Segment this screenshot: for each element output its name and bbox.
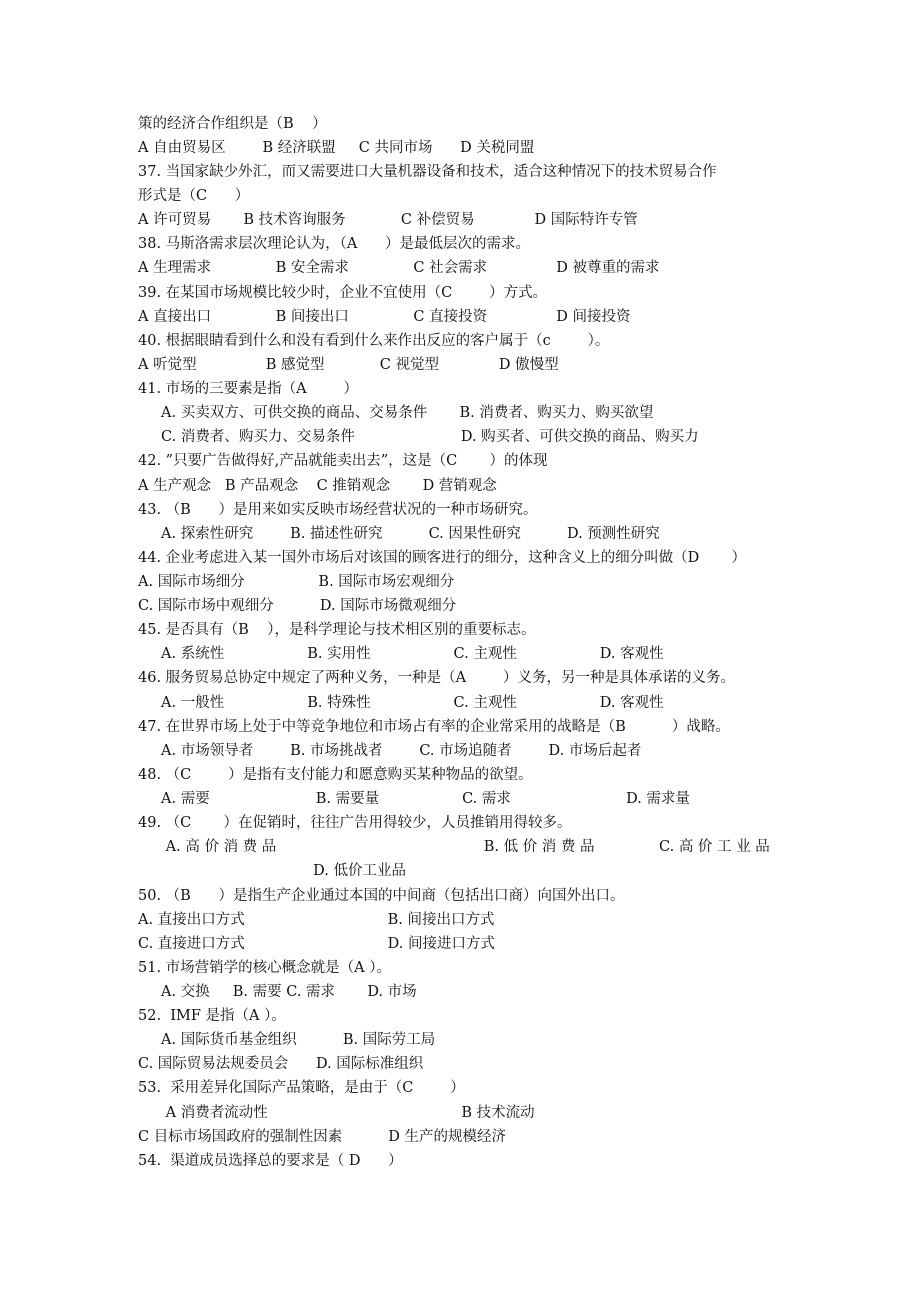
line-18: A. 探索性研究 B. 描述性研究 C. 因果性研究 D. 预测性研究	[138, 526, 660, 542]
line-43: C 目标市场国政府的强制性因素 D 生产的规模经济	[138, 1129, 507, 1145]
line-22: 45. 是否具有（B ），是科学理论与技术相区别的重要标志。	[138, 622, 536, 638]
line-39: A. 国际货币基金组织 B. 国际劳工局	[138, 1032, 436, 1048]
line-42: A 消费者流动性 B 技术流动	[138, 1105, 535, 1121]
line-9: A 直接出口 B 间接出口 C 直接投资 D 间接投资	[138, 309, 631, 325]
line-11: A 听觉型 B 感觉型 C 视觉型 D 傲慢型	[138, 357, 559, 373]
line-30: 49. （C ）在促销时，往往广告用得较少，人员推销用得较多。	[138, 815, 572, 831]
line-24: 46. 服务贸易总协定中规定了两种义务，一种是（A ）义务，另一种是具体承诺的义务。	[138, 670, 736, 686]
line-37: A. 交换 B. 需要 C. 需求 D. 市场	[138, 984, 417, 1000]
line-20: A. 国际市场细分 B. 国际市场宏观细分	[138, 574, 455, 590]
line-32: D. 低价工业品	[138, 863, 406, 879]
line-5: A 许可贸易 B 技术咨询服务 C 补偿贸易 D 国际特许专管	[138, 212, 638, 228]
line-19: 44. 企业考虑进入某一国外市场后对该国的顾客进行的细分，这种含义上的细分叫做（D ）	[138, 550, 747, 566]
line-3: 37. 当国家缺少外汇，而又需要进口大量机器设备和技术，适合这种情况下的技术贸易合作	[138, 164, 717, 180]
line-34: A. 直接出口方式 B. 间接出口方式	[138, 912, 495, 928]
line-6: 38. 马斯洛需求层次理论认为，（A ）是最低层次的需求。	[138, 236, 531, 252]
line-28: 48. （C ）是指有支付能力和愿意购买某种物品的欲望。	[138, 767, 533, 783]
line-7: A 生理需求 B 安全需求 C 社会需求 D 被尊重的需求	[138, 260, 660, 276]
line-14: C. 消费者、购买力、交易条件 D. 购买者、可供交换的商品、购买力	[138, 429, 699, 445]
line-38: 52. IMF 是指（A ）。	[138, 1008, 286, 1024]
line-12: 41. 市场的三要素是指（A ）	[138, 381, 359, 397]
line-26: 47. 在世界市场上处于中等竞争地位和市场占有率的企业常采用的战略是（B ）战略。	[138, 719, 730, 735]
line-4: 形式是（C ）	[138, 188, 250, 204]
line-15: 42. ”只要广告做得好,产品就能卖出去”，这是（C ）的体现	[138, 453, 548, 469]
line-27: A. 市场领导者 B. 市场挑战者 C. 市场追随者 D. 市场后起者	[138, 743, 642, 759]
line-25: A. 一般性 B. 特殊性 C. 主观性 D. 客观性	[138, 695, 664, 711]
line-33: 50. （B ）是指生产企业通过本国的中间商（包括出口商）向国外出口。	[138, 888, 625, 904]
line-21: C. 国际市场中观细分 D. 国际市场微观细分	[138, 598, 457, 614]
line-23: A. 系统性 B. 实用性 C. 主观性 D. 客观性	[138, 646, 664, 662]
line-8: 39. 在某国市场规模比较少时，企业不宜使用（C ）方式。	[138, 285, 548, 301]
line-13: A. 买卖双方、可供交换的商品、交易条件 B. 消费者、购买力、购买欲望	[138, 405, 654, 421]
line-2: A 自由贸易区 B 经济联盟 C 共同市场 D 关税同盟	[138, 140, 535, 156]
line-16: A 生产观念 B 产品观念 C 推销观念 D 营销观念	[138, 478, 497, 494]
line-1: 策的经济合作组织是（B ）	[138, 116, 327, 132]
line-10: 40. 根据眼睛看到什么和没有看到什么来作出反应的客户属于（c ）。	[138, 333, 610, 349]
line-35: C. 直接进口方式 D. 间接进口方式	[138, 936, 496, 952]
line-36: 51. 市场营销学的核心概念就是（A ）。	[138, 960, 391, 976]
line-41: 53. 采用差异化国际产品策略，是由于（C ）	[138, 1080, 465, 1096]
line-40: C. 国际贸易法规委员会 D. 国际标准组织	[138, 1056, 424, 1072]
line-17: 43. （B ）是用来如实反映市场经营状况的一种市场研究。	[138, 502, 538, 518]
line-29: A. 需要 B. 需要量 C. 需求 D. 需求量	[138, 791, 690, 807]
line-44: 54. 渠道成员选择总的要求是（ D ）	[138, 1153, 403, 1169]
line-31: A. 高 价 消 费 品 B. 低 价 消 费 品 C. 高 价 工 业 品	[138, 839, 770, 855]
